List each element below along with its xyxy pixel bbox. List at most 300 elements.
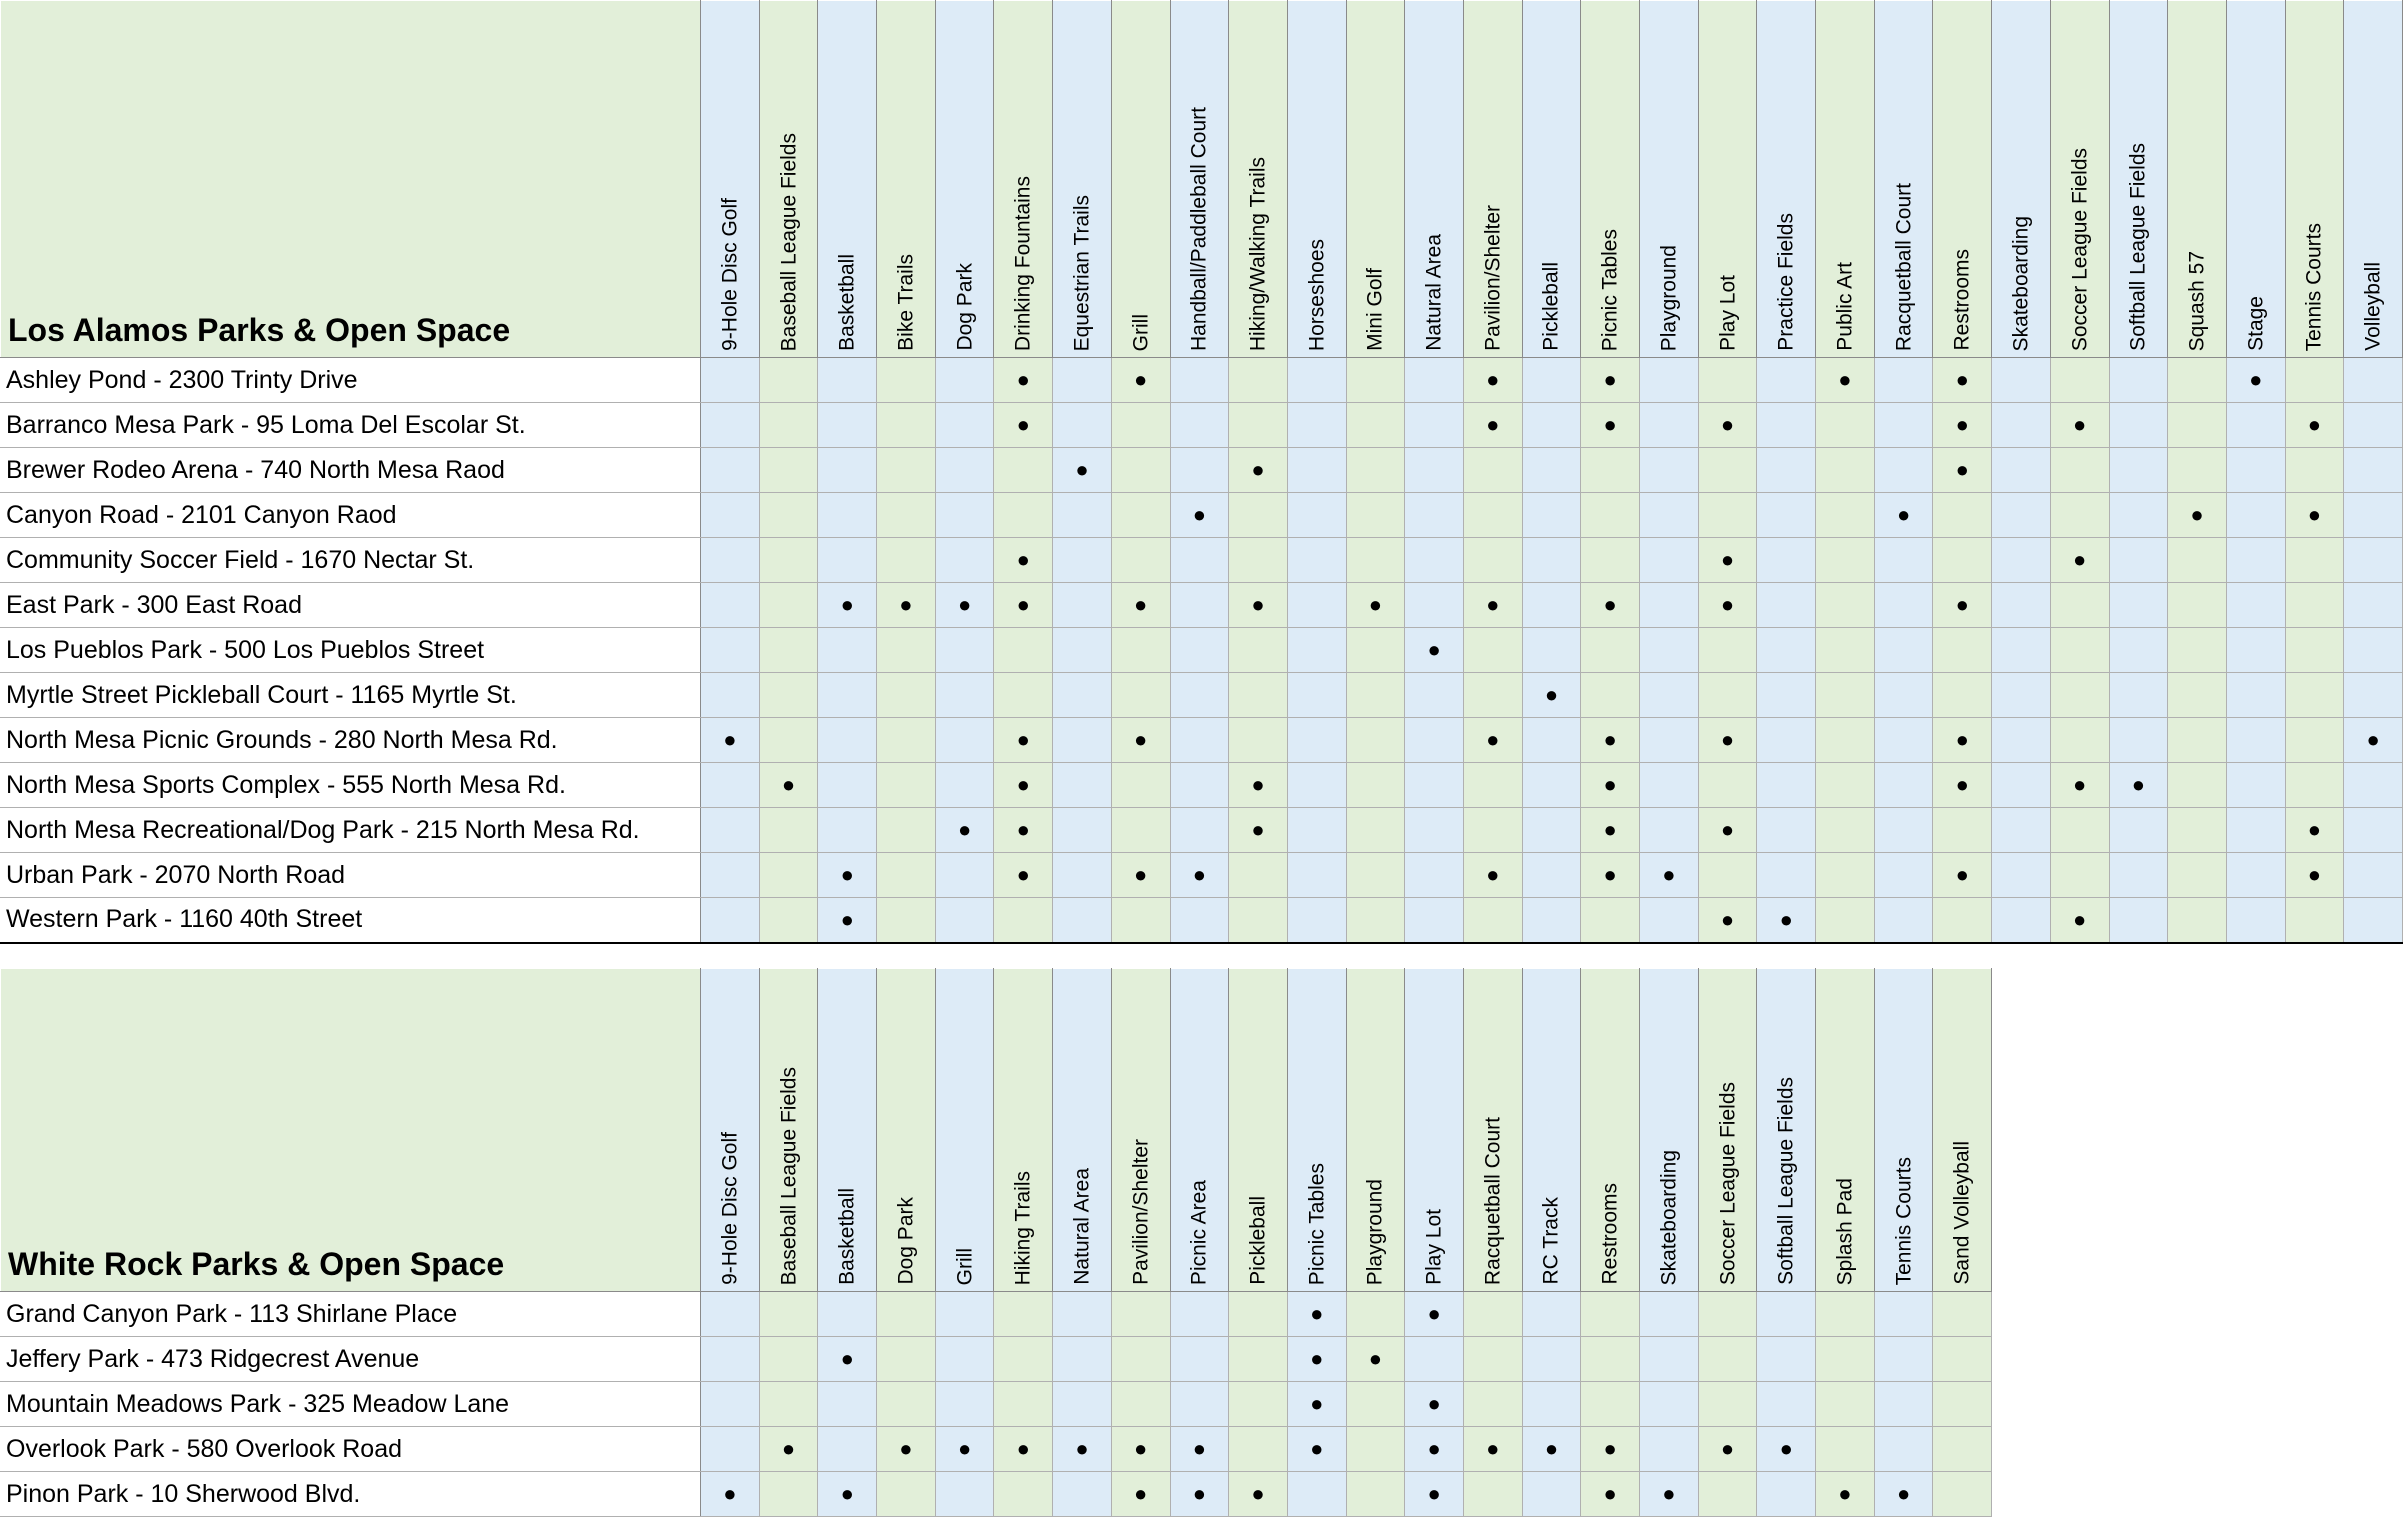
amenity-cell xyxy=(1405,583,1464,628)
amenity-cell xyxy=(2226,808,2285,853)
amenity-cell xyxy=(1933,853,1992,898)
amenity-cell xyxy=(1111,808,1170,853)
amenity-cell xyxy=(1463,358,1522,403)
amenity-cell xyxy=(759,1472,818,1517)
amenity-dot: ● xyxy=(1016,862,1030,887)
column-header-label: Baseball League Fields xyxy=(777,132,801,351)
amenity-cell xyxy=(935,403,994,448)
park-name: East Park - 300 East Road xyxy=(1,583,701,628)
amenity-cell xyxy=(1581,493,1640,538)
amenity-dot: ● xyxy=(1486,862,1500,887)
amenity-cell xyxy=(759,898,818,943)
park-name: Urban Park - 2070 North Road xyxy=(1,853,701,898)
amenity-cell xyxy=(1229,1337,1288,1382)
amenity-dot: ● xyxy=(1075,457,1089,482)
column-header-label: Pavilion/Shelter xyxy=(1129,1139,1153,1285)
park-name: Los Pueblos Park - 500 Los Pueblos Street xyxy=(1,628,701,673)
park-row xyxy=(1,583,2403,628)
amenity-cell xyxy=(877,853,936,898)
amenity-cell xyxy=(1874,403,1933,448)
amenity-cell xyxy=(2285,808,2344,853)
amenity-cell xyxy=(818,763,877,808)
amenity-cell xyxy=(1522,808,1581,853)
amenity-cell xyxy=(994,1427,1053,1472)
amenity-cell xyxy=(1640,1427,1699,1472)
amenity-cell xyxy=(935,1382,994,1427)
amenity-cell xyxy=(1346,493,1405,538)
amenity-cell xyxy=(1640,763,1699,808)
amenity-cell xyxy=(1581,358,1640,403)
amenity-cell xyxy=(1229,1292,1288,1337)
amenity-cell xyxy=(994,628,1053,673)
amenity-cell xyxy=(1405,763,1464,808)
amenity-cell xyxy=(1816,493,1875,538)
amenity-cell xyxy=(935,1292,994,1337)
amenity-cell xyxy=(818,1337,877,1382)
amenity-cell xyxy=(1111,853,1170,898)
amenity-cell xyxy=(2109,583,2168,628)
amenity-cell xyxy=(1170,898,1229,943)
amenity-cell xyxy=(1346,718,1405,763)
amenity-cell xyxy=(1698,1382,1757,1427)
park-name: Community Soccer Field - 1670 Nectar St. xyxy=(1,538,701,583)
column-header xyxy=(759,969,818,1292)
park-name: Barranco Mesa Park - 95 Loma Del Escolar St. xyxy=(1,403,701,448)
column-header xyxy=(701,1,760,358)
column-header-label: Stage xyxy=(2244,296,2268,351)
amenity-cell xyxy=(2226,673,2285,718)
amenity-cell xyxy=(1874,538,1933,583)
amenity-dot: ● xyxy=(840,906,854,932)
amenity-cell xyxy=(818,358,877,403)
amenity-dot: ● xyxy=(2131,772,2145,797)
amenity-cell xyxy=(2285,718,2344,763)
amenity-cell xyxy=(1816,1337,1875,1382)
amenity-cell xyxy=(2168,673,2227,718)
amenity-cell xyxy=(2050,808,2109,853)
amenity-cell xyxy=(1874,808,1933,853)
amenity-cell xyxy=(1581,763,1640,808)
amenity-cell xyxy=(818,1427,877,1472)
amenity-cell xyxy=(1933,1427,1992,1472)
amenity-cell xyxy=(1640,358,1699,403)
amenity-cell xyxy=(1992,853,2051,898)
amenity-cell xyxy=(2168,898,2227,943)
amenity-cell xyxy=(2226,898,2285,943)
amenity-cell xyxy=(994,718,1053,763)
amenity-cell xyxy=(935,538,994,583)
amenity-dot: ● xyxy=(1427,1301,1441,1326)
amenity-cell xyxy=(2285,628,2344,673)
column-header xyxy=(1698,969,1757,1292)
amenity-cell xyxy=(935,493,994,538)
amenity-cell xyxy=(1463,763,1522,808)
amenity-cell xyxy=(818,808,877,853)
column-header xyxy=(994,1,1053,358)
amenity-cell xyxy=(759,448,818,493)
amenity-cell xyxy=(701,1292,760,1337)
amenity-cell xyxy=(1405,718,1464,763)
amenity-cell xyxy=(1816,358,1875,403)
amenity-cell xyxy=(1346,1427,1405,1472)
amenity-cell xyxy=(2344,448,2403,493)
amenity-cell xyxy=(2050,448,2109,493)
amenity-cell xyxy=(935,448,994,493)
amenity-cell xyxy=(1522,403,1581,448)
amenity-cell xyxy=(1111,1382,1170,1427)
amenity-dot: ● xyxy=(957,817,972,842)
column-header-label: Dog Park xyxy=(894,1197,918,1285)
park-name: Mountain Meadows Park - 325 Meadow Lane xyxy=(1,1382,701,1427)
amenity-cell xyxy=(1287,763,1346,808)
amenity-cell xyxy=(1287,1472,1346,1517)
amenity-cell xyxy=(701,538,760,583)
column-header xyxy=(1405,1,1464,358)
amenity-cell xyxy=(1757,448,1816,493)
amenity-cell xyxy=(1405,1292,1464,1337)
amenity-cell xyxy=(1933,448,1992,493)
amenity-cell xyxy=(1229,718,1288,763)
column-header xyxy=(1698,1,1757,358)
amenity-cell xyxy=(994,583,1053,628)
amenity-dot: ● xyxy=(1955,457,1969,482)
amenity-cell xyxy=(994,763,1053,808)
park-row xyxy=(1,493,2403,538)
column-header xyxy=(1816,969,1875,1292)
amenity-dot: ● xyxy=(1720,906,1735,932)
amenity-cell xyxy=(1933,1472,1992,1517)
amenity-cell xyxy=(2344,673,2403,718)
amenity-cell xyxy=(1170,538,1229,583)
amenity-cell xyxy=(1463,673,1522,718)
amenity-cell xyxy=(2109,808,2168,853)
amenity-cell xyxy=(1640,538,1699,583)
amenity-cell xyxy=(701,718,760,763)
amenity-cell xyxy=(818,898,877,943)
amenity-cell xyxy=(1229,448,1288,493)
amenity-cell xyxy=(1581,1472,1640,1517)
amenity-cell xyxy=(877,628,936,673)
amenity-cell xyxy=(1522,898,1581,943)
column-header xyxy=(2344,1,2403,358)
amenity-dot: ● xyxy=(1662,862,1676,887)
column-header-label: Tennis Courts xyxy=(1892,1156,1916,1285)
amenity-dot: ● xyxy=(1603,772,1617,797)
amenity-cell xyxy=(818,673,877,718)
column-header xyxy=(1933,969,1992,1292)
amenity-cell xyxy=(1757,538,1816,583)
amenity-cell xyxy=(1933,1337,1992,1382)
amenity-dot: ● xyxy=(899,592,913,617)
amenity-cell xyxy=(1992,493,2051,538)
amenity-cell xyxy=(2285,898,2344,943)
amenity-cell xyxy=(1581,673,1640,718)
park-name: Jeffery Park - 473 Ridgecrest Avenue xyxy=(1,1337,701,1382)
amenity-cell xyxy=(877,763,936,808)
amenity-cell xyxy=(1522,1292,1581,1337)
column-header xyxy=(1170,1,1229,358)
column-header xyxy=(935,969,994,1292)
column-header-label: 9-Hole Disc Golf xyxy=(718,198,742,351)
amenity-cell xyxy=(1287,853,1346,898)
amenity-dot: ● xyxy=(1955,412,1969,437)
amenity-cell xyxy=(1111,1427,1170,1472)
amenity-cell xyxy=(2226,538,2285,583)
amenity-cell xyxy=(1405,1472,1464,1517)
amenity-cell xyxy=(1933,538,1992,583)
park-row xyxy=(1,1427,1992,1472)
amenity-cell xyxy=(1522,448,1581,493)
amenity-cell xyxy=(1229,538,1288,583)
amenity-cell xyxy=(1933,1382,1992,1427)
amenity-cell xyxy=(1522,1337,1581,1382)
amenity-cell xyxy=(1757,583,1816,628)
amenity-cell xyxy=(935,1427,994,1472)
amenity-cell xyxy=(994,1472,1053,1517)
amenity-dot: ● xyxy=(1720,727,1735,752)
amenity-dot: ● xyxy=(781,772,796,797)
amenity-cell xyxy=(1287,448,1346,493)
amenity-cell xyxy=(1522,538,1581,583)
amenity-cell xyxy=(2050,403,2109,448)
amenity-cell xyxy=(2050,898,2109,943)
amenity-dot: ● xyxy=(2073,547,2087,572)
amenity-cell xyxy=(1053,673,1112,718)
amenity-cell xyxy=(1053,1337,1112,1382)
amenity-cell xyxy=(1874,898,1933,943)
amenity-cell xyxy=(2109,763,2168,808)
amenity-cell xyxy=(759,1427,818,1472)
amenity-dot: ● xyxy=(957,1436,972,1461)
park-row xyxy=(1,1292,1992,1337)
amenity-cell xyxy=(1346,673,1405,718)
amenity-cell xyxy=(1287,673,1346,718)
amenity-cell xyxy=(1698,763,1757,808)
column-header-label: Dog Park xyxy=(953,263,977,351)
amenity-dot: ● xyxy=(1779,906,1793,932)
column-header-label: Softball League Fields xyxy=(1774,1077,1798,1285)
amenity-cell xyxy=(2050,763,2109,808)
amenity-cell xyxy=(1346,853,1405,898)
amenity-cell xyxy=(2168,808,2227,853)
amenity-cell xyxy=(1229,763,1288,808)
amenity-cell xyxy=(1053,853,1112,898)
amenity-cell xyxy=(2050,493,2109,538)
column-header-label: Hiking Trails xyxy=(1011,1170,1035,1285)
amenity-cell xyxy=(701,1427,760,1472)
amenity-cell xyxy=(1463,448,1522,493)
amenity-cell xyxy=(994,1382,1053,1427)
amenity-cell xyxy=(1992,763,2051,808)
amenity-cell xyxy=(759,358,818,403)
amenity-cell xyxy=(935,853,994,898)
amenity-dot: ● xyxy=(2307,862,2322,887)
amenity-cell xyxy=(2226,358,2285,403)
amenity-cell xyxy=(1346,898,1405,943)
amenity-cell xyxy=(1522,718,1581,763)
column-header xyxy=(1640,969,1699,1292)
amenity-cell xyxy=(1757,358,1816,403)
amenity-cell xyxy=(818,628,877,673)
amenity-cell xyxy=(1757,673,1816,718)
amenity-cell xyxy=(2285,763,2344,808)
amenity-cell xyxy=(1463,628,1522,673)
amenity-cell xyxy=(818,718,877,763)
column-header-label: Sand Volleyball xyxy=(1950,1141,1974,1285)
amenity-cell xyxy=(1874,583,1933,628)
amenity-cell xyxy=(1346,448,1405,493)
amenity-cell xyxy=(1933,403,1992,448)
amenity-cell xyxy=(1816,853,1875,898)
amenity-cell xyxy=(2344,628,2403,673)
column-header-label: Natural Area xyxy=(1070,1168,1094,1285)
column-header-label: Splash Pad xyxy=(1833,1177,1857,1285)
amenity-cell xyxy=(1816,1382,1875,1427)
amenity-cell xyxy=(994,403,1053,448)
amenity-cell xyxy=(1874,448,1933,493)
park-row xyxy=(1,718,2403,763)
amenity-cell xyxy=(1874,1472,1933,1517)
amenity-cell xyxy=(1463,1292,1522,1337)
park-row xyxy=(1,808,2403,853)
amenity-cell xyxy=(2109,898,2168,943)
amenity-cell xyxy=(1346,538,1405,583)
column-header xyxy=(1640,1,1699,358)
amenity-cell xyxy=(759,808,818,853)
amenity-cell xyxy=(877,673,936,718)
amenity-cell xyxy=(1698,1472,1757,1517)
amenity-cell xyxy=(877,358,936,403)
amenity-cell xyxy=(2109,403,2168,448)
park-row xyxy=(1,853,2403,898)
column-header-label: Play Lot xyxy=(1716,275,1740,351)
amenity-cell xyxy=(1933,808,1992,853)
park-name: North Mesa Sports Complex - 555 North Mesa Rd. xyxy=(1,763,701,808)
amenity-cell xyxy=(1463,718,1522,763)
park-row xyxy=(1,1337,1992,1382)
amenity-cell xyxy=(1933,493,1992,538)
amenity-cell xyxy=(1053,583,1112,628)
column-header xyxy=(1522,1,1581,358)
park-name: Western Park - 1160 40th Street xyxy=(1,898,701,943)
amenity-dot: ● xyxy=(1310,1346,1324,1371)
amenity-cell xyxy=(994,1292,1053,1337)
amenity-cell xyxy=(1581,448,1640,493)
park-row xyxy=(1,673,2403,718)
amenity-cell xyxy=(1698,583,1757,628)
amenity-cell xyxy=(2168,448,2227,493)
amenity-cell xyxy=(1111,358,1170,403)
amenity-dot: ● xyxy=(1016,727,1030,752)
amenity-cell xyxy=(1816,898,1875,943)
amenity-dot: ● xyxy=(1016,592,1030,617)
amenity-cell xyxy=(2109,853,2168,898)
column-header xyxy=(1522,969,1581,1292)
amenity-dot: ● xyxy=(1427,1436,1441,1461)
amenity-cell xyxy=(1229,853,1288,898)
amenity-cell xyxy=(2285,493,2344,538)
amenity-cell xyxy=(1463,1337,1522,1382)
amenity-cell xyxy=(2344,583,2403,628)
amenity-cell xyxy=(1053,448,1112,493)
column-header-label: Horseshoes xyxy=(1305,238,1329,351)
amenity-cell xyxy=(1640,583,1699,628)
amenity-cell xyxy=(1757,1472,1816,1517)
amenity-cell xyxy=(2226,448,2285,493)
amenity-cell xyxy=(1287,898,1346,943)
amenity-cell xyxy=(759,718,818,763)
amenity-dot: ● xyxy=(1603,412,1617,437)
amenity-dot: ● xyxy=(1603,817,1617,842)
amenity-cell xyxy=(701,493,760,538)
amenity-cell xyxy=(1053,1292,1112,1337)
amenity-cell xyxy=(1346,1292,1405,1337)
amenity-dot: ● xyxy=(1427,1481,1441,1506)
park-name: Canyon Road - 2101 Canyon Raod xyxy=(1,493,701,538)
amenity-cell xyxy=(935,718,994,763)
amenity-dot: ● xyxy=(2073,906,2087,932)
amenity-cell xyxy=(1463,583,1522,628)
column-header xyxy=(1874,1,1933,358)
section-title: Los Alamos Parks & Open Space xyxy=(1,1,701,358)
amenity-cell xyxy=(759,403,818,448)
amenity-cell xyxy=(1170,1472,1229,1517)
amenity-cell xyxy=(2168,628,2227,673)
column-header xyxy=(1229,1,1288,358)
amenity-cell xyxy=(1757,808,1816,853)
amenity-dot: ● xyxy=(957,592,972,617)
amenity-cell xyxy=(701,448,760,493)
amenity-cell xyxy=(1640,628,1699,673)
amenity-cell xyxy=(1522,853,1581,898)
column-header xyxy=(1111,969,1170,1292)
amenity-cell xyxy=(1816,718,1875,763)
amenity-cell xyxy=(2109,538,2168,583)
amenity-cell xyxy=(1992,538,2051,583)
column-header-label: Tennis Courts xyxy=(2302,222,2326,351)
amenity-cell xyxy=(1111,1292,1170,1337)
amenity-cell xyxy=(1581,1292,1640,1337)
column-header xyxy=(1053,969,1112,1292)
amenity-cell xyxy=(1640,493,1699,538)
amenity-cell xyxy=(1170,583,1229,628)
column-header xyxy=(759,1,818,358)
column-header-label: Restrooms xyxy=(1950,249,1974,351)
amenity-cell xyxy=(877,583,936,628)
amenity-cell xyxy=(1757,763,1816,808)
column-header-label: Grill xyxy=(1129,313,1153,351)
column-header-label: Drinking Fountains xyxy=(1011,175,1035,351)
amenity-cell xyxy=(759,1337,818,1382)
amenity-cell xyxy=(1405,673,1464,718)
amenity-dot: ● xyxy=(1192,1481,1206,1506)
amenity-cell xyxy=(1581,1427,1640,1472)
amenity-cell xyxy=(1053,628,1112,673)
amenity-cell xyxy=(2226,763,2285,808)
amenity-cell xyxy=(759,538,818,583)
amenity-cell xyxy=(877,1382,936,1427)
park-row xyxy=(1,448,2403,493)
amenity-cell xyxy=(877,718,936,763)
column-header xyxy=(1346,969,1405,1292)
amenity-cell xyxy=(1698,628,1757,673)
amenity-cell xyxy=(1287,583,1346,628)
amenity-cell xyxy=(877,448,936,493)
amenity-cell xyxy=(1816,1427,1875,1472)
park-name: Overlook Park - 580 Overlook Road xyxy=(1,1427,701,1472)
amenity-dot: ● xyxy=(2307,817,2322,842)
amenity-cell xyxy=(1581,1382,1640,1427)
